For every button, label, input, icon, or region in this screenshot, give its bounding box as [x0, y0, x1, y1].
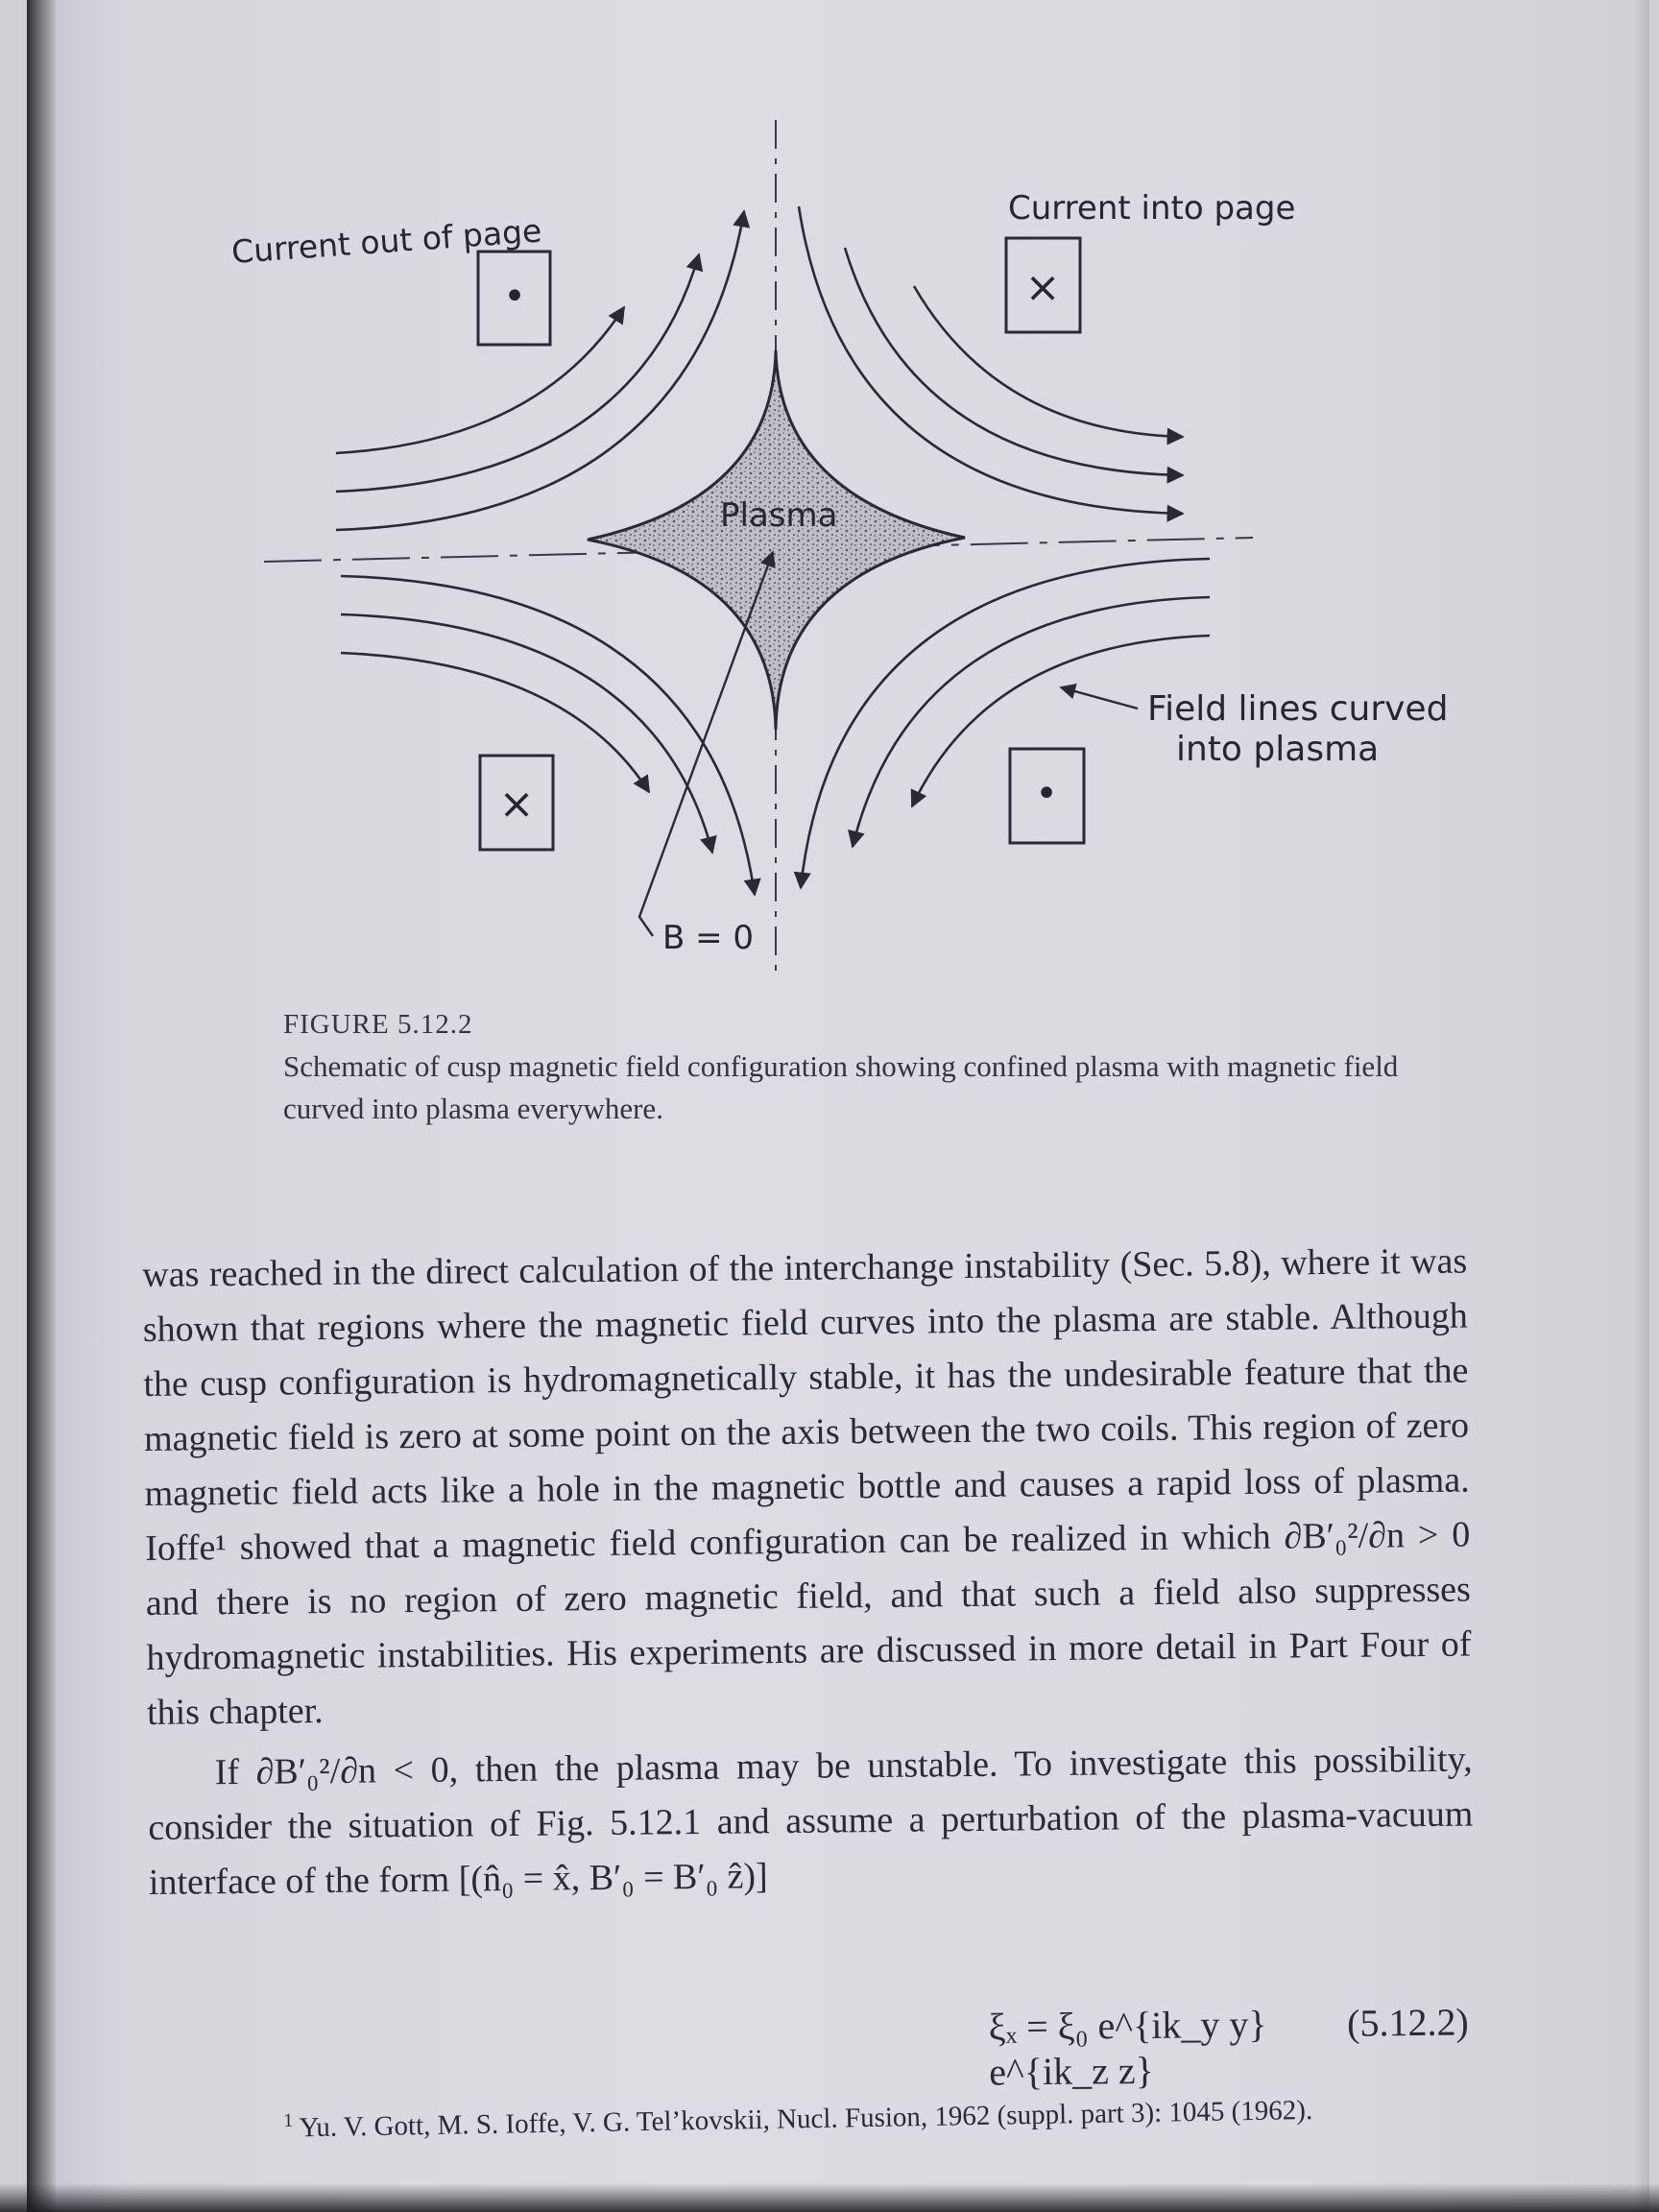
equation-5-12-2	[989, 1999, 1470, 2094]
figure-number: FIGURE 5.12.2	[283, 1009, 473, 1040]
svg-text:×: ×	[1024, 263, 1061, 312]
coil-upper-right	[1006, 238, 1080, 332]
footnote-marker: 1	[283, 2109, 294, 2131]
svg-text:•: •	[503, 275, 526, 319]
equation-number: (5.12.2)	[1346, 2000, 1469, 2045]
coil-upper-left	[478, 252, 550, 345]
paragraph-1: was reached in the direct calculation of the interchange instability (Sec. 5.8), where it was shown that regions where the magnetic field curves into the plasma are stable. Although the cusp configuration is hydromagnetically stable, it has the undesirable feature that the magnetic field is zero at some point on the axis between the two coils. This region of zero magnetic field acts like a hole in the magnetic bottle and causes a rapid loss of plasma. Ioffe¹ showed that a magnetic field configuration can be realized in which ∂B′₀²/∂n > 0 and there is no region of zero magnetic field, and that such a field also suppresses hydromagnetic instabilities. His experiments are discussed in more detail in Part Four of this chapter.	[142, 1240, 1472, 1733]
coil-lower-left	[480, 756, 553, 850]
svg-text:×: ×	[498, 780, 535, 829]
coil-lower-right	[1010, 749, 1084, 843]
body-text	[142, 1235, 1474, 1911]
footnote-text: Yu. V. Gott, M. S. Ioffe, V. G. Tel’kovskii, Nucl. Fusion, 1962 (suppl. part 3): 1045 (1962).	[299, 2094, 1313, 2144]
current-out-label: Current out of page	[229, 211, 543, 271]
field-lines-label-2: into plasma	[1176, 730, 1380, 769]
field-lines-leader	[1061, 687, 1138, 709]
field-lines-label-1: Field lines curved	[1147, 689, 1449, 729]
svg-text:•: •	[1035, 772, 1058, 816]
equation-expression: ξₓ = ξ₀ e^{ik_y y} e^{ik_z z}	[988, 2002, 1267, 2094]
cusp-field-figure	[0, 0, 1659, 998]
caption-text: Schematic of cusp magnetic field configuration showing confined plasma with magnetic field curved into plasma everywhere.	[283, 1049, 1399, 1125]
page-bottom-shadow	[0, 2183, 1659, 2212]
current-in-label: Current into page	[1008, 189, 1296, 228]
paragraph-2: If ∂B′₀²/∂n < 0, then the plasma may be unstable. To investigate this possibility, consider the situation of Fig. 5.12.1 and assume a perturbation of the plasma-vacuum interface of the form [(n̂₀ = x̂, B′₀ = B′₀ ẑ)]	[148, 1739, 1474, 1903]
field-lines-upper-right	[799, 206, 1183, 514]
field-lines-lower-left	[341, 576, 755, 895]
b-zero-label: B = 0	[662, 919, 755, 957]
plasma-label: Plasma	[720, 496, 838, 535]
figure-caption	[283, 1003, 1464, 1130]
